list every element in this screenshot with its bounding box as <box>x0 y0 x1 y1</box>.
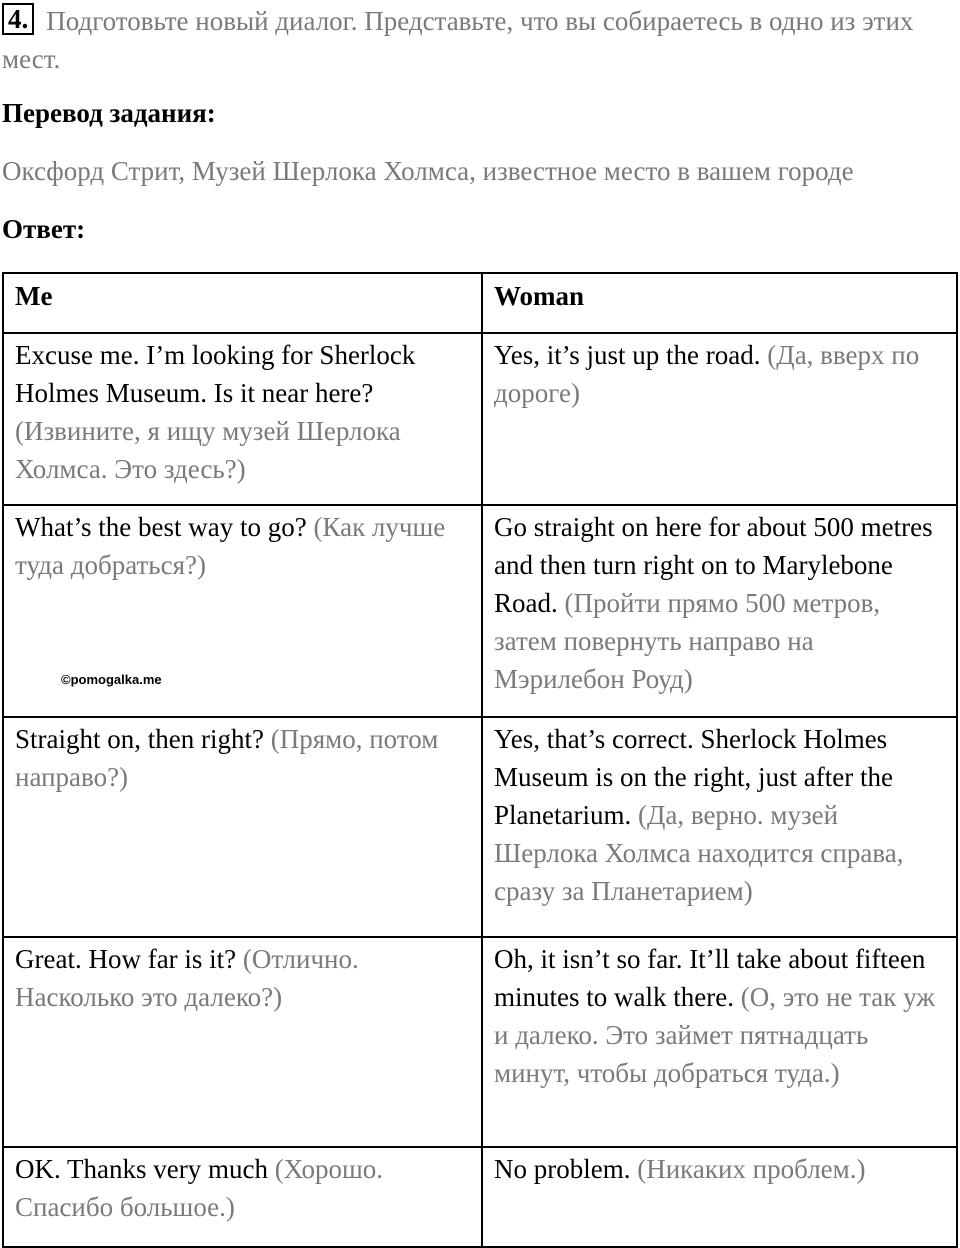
me-english: OK. Thanks very much <box>15 1154 268 1184</box>
me-russian: (Как лучше туда добраться?) <box>15 512 446 580</box>
me-russian: (Отлично. Насколько это далеко?) <box>15 944 359 1012</box>
header-me: Me <box>3 273 482 333</box>
answer-heading: Ответ: <box>2 214 86 244</box>
me-cell <box>3 333 482 505</box>
task-number: 4. <box>2 3 34 35</box>
table-row <box>3 717 957 937</box>
woman-russian: (Пройти прямо 500 метров, затем повернуть направо на Мэрилебон Роуд) <box>494 588 881 694</box>
woman-cell <box>482 717 957 937</box>
translation-heading: Перевод задания: <box>2 98 216 128</box>
woman-cell <box>482 1147 957 1247</box>
woman-english: Yes, that’s correct. Sherlock Holmes Museum is on the right, just after the Planetarium. <box>494 724 893 830</box>
woman-russian: (О, это не так уж и далеко. Это займет пятнадцать минут, чтобы добраться туда.) <box>494 982 935 1088</box>
watermark: ©pomogalka.me <box>61 672 162 687</box>
woman-russian: (Никаких проблем.) <box>637 1154 866 1184</box>
me-cell <box>3 717 482 937</box>
task-text: Подготовьте новый диалог. Представьте, что вы собираетесь в одно из этих мест. <box>2 6 914 74</box>
woman-english: No problem. <box>494 1154 631 1184</box>
task-statement <box>2 2 952 78</box>
table-row <box>3 1147 957 1247</box>
table-row <box>3 937 957 1147</box>
woman-cell <box>482 333 957 505</box>
me-russian: (Хорошо. Спасибо большое.) <box>15 1154 384 1222</box>
woman-english: Yes, it’s just up the road. <box>494 340 761 370</box>
table-row <box>3 333 957 505</box>
woman-russian: (Да, вверх по дороге) <box>494 340 920 408</box>
dialog-table <box>2 272 958 1248</box>
me-english: What’s the best way to go? <box>15 512 307 542</box>
woman-cell <box>482 505 957 717</box>
translation-text: Оксфорд Стрит, Музей Шерлока Холмса, известное место в вашем городе <box>2 156 854 186</box>
me-english: Great. How far is it? <box>15 944 237 974</box>
header-woman: Woman <box>482 273 957 333</box>
me-cell <box>3 937 482 1147</box>
me-english: Excuse me. I’m looking for Sherlock Holmes Museum. Is it near here? <box>15 340 416 408</box>
me-russian: (Извините, я ищу музей Шерлока Холмса. Это здесь?) <box>15 416 401 484</box>
me-english: Straight on, then right? <box>15 724 264 754</box>
me-cell <box>3 1147 482 1247</box>
me-russian: (Прямо, потом направо?) <box>15 724 439 792</box>
table-header-row <box>3 273 957 333</box>
woman-russian: (Да, верно. музей Шерлока Холмса находится справа, сразу за Планетарием) <box>494 800 904 906</box>
woman-cell <box>482 937 957 1147</box>
woman-english: Go straight on here for about 500 metres and then turn right on to Marylebone Road. <box>494 512 933 618</box>
woman-english: Oh, it isn’t so far. It’ll take about fifteen minutes to walk there. <box>494 944 926 1012</box>
